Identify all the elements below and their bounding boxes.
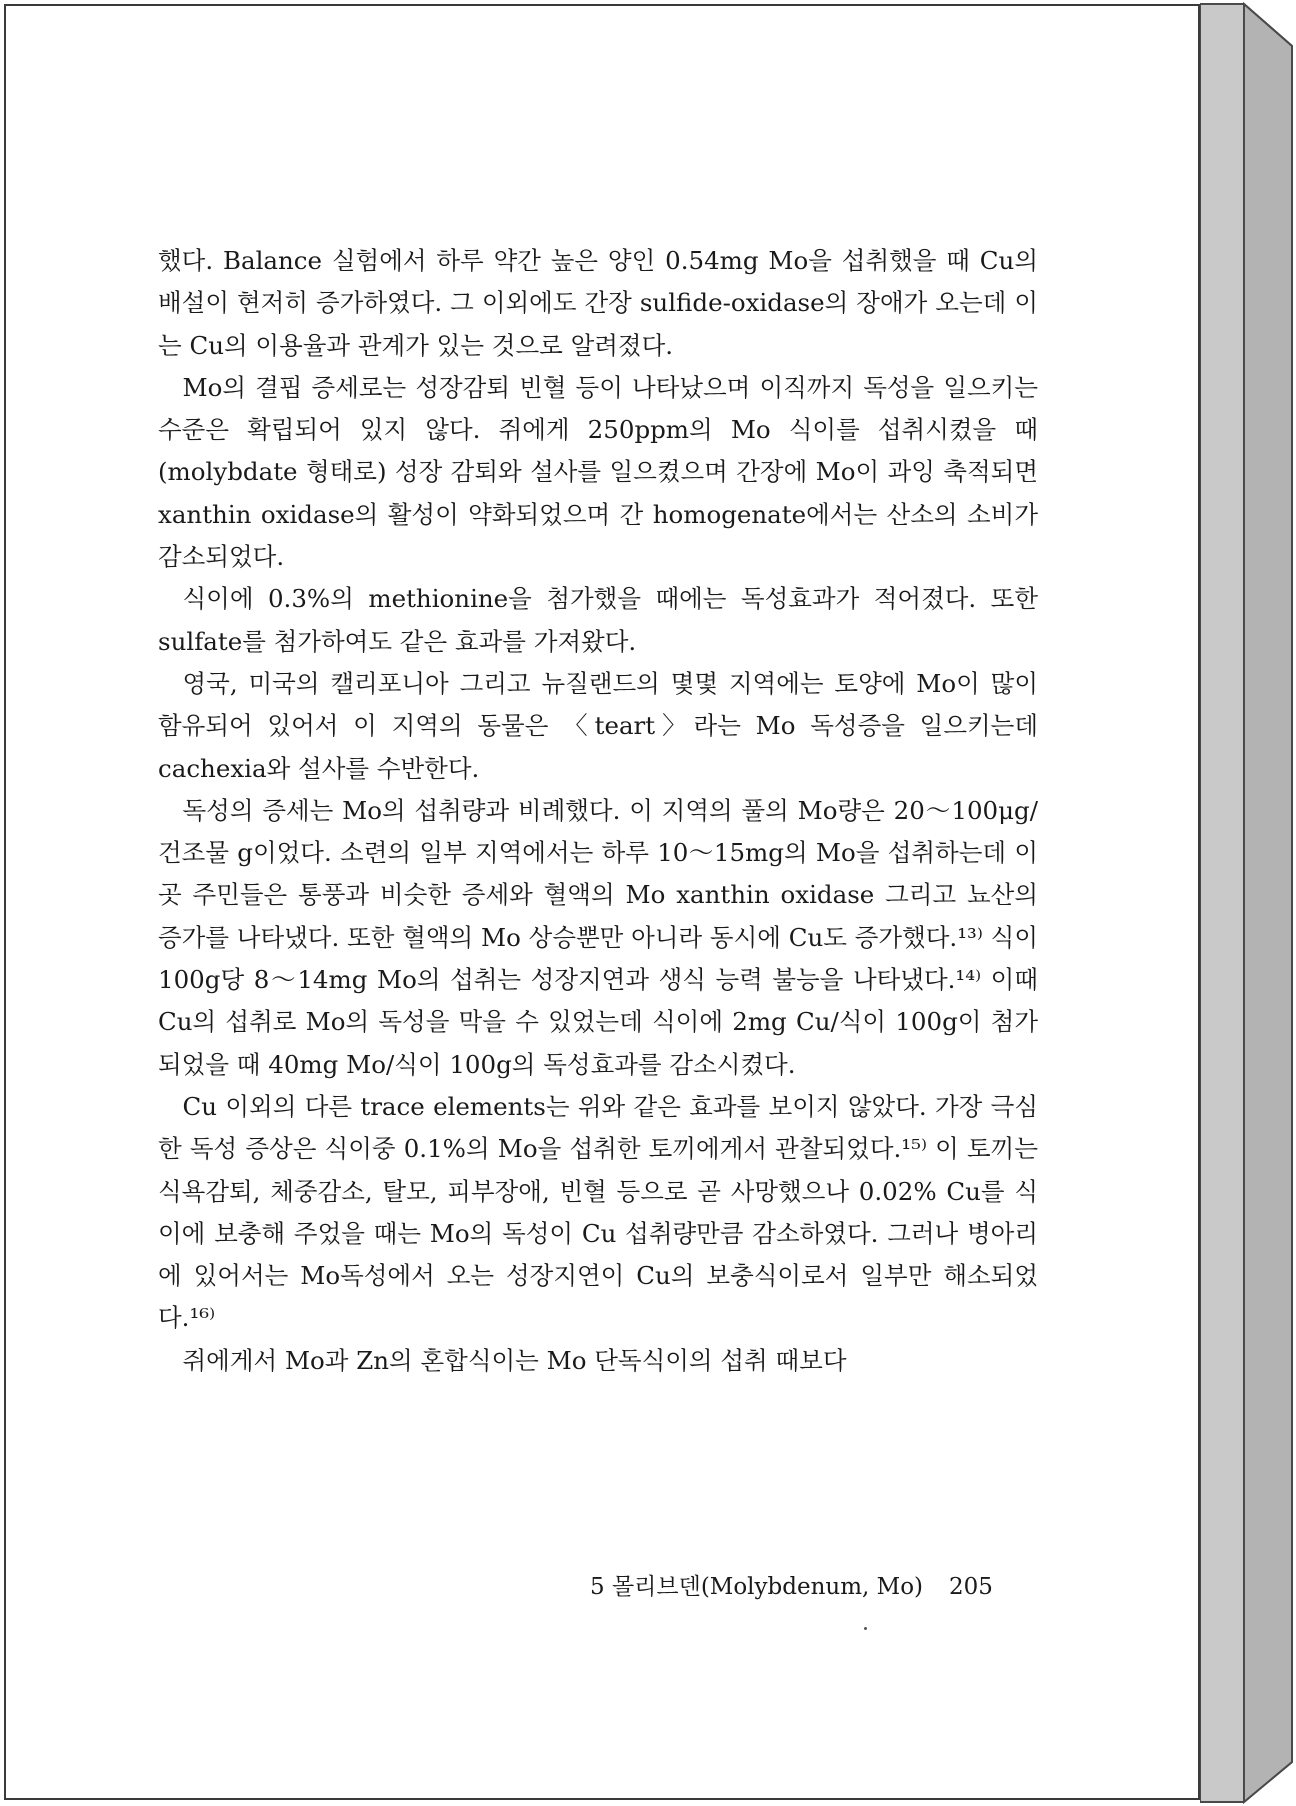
- paragraph: 쥐에게서 Mo과 Zn의 혼합식이는 Mo 단독식이의 섭취 때보다: [182, 1345, 847, 1375]
- paragraph: 영국, 미국의 캘리포니아 그리고 뉴질랜드의 몇몇 지역에는 토양에 Mo이 많이 함유되어 있어서 이 지역의 동물은 〈teart〉라는 Mo 독성증을 일으키는데 cachexia와 설사를 수반한다.: [158, 668, 1038, 783]
- page-number: 205: [949, 1574, 993, 1600]
- paragraph: Cu 이외의 다른 trace elements는 위와 같은 효과를 보이지 않았다. 가장 극심한 독성 증상은 식이중 0.1%의 Mo을 섭취한 토끼에게서 관찰되었다.¹⁵⁾ 이 토끼는 식욕감퇴, 체중감소, 탈모, 피부장애, 빈혈 등으로 곧 사망했으나 0.02% Cu를 식이에 보충해 주었을 때는 Mo의 독성이 Cu 섭취량만큼 감소하였다. 그러나 병아리에 있어서는 Mo독성에서 오는 성장지연이 Cu의 보충식이로서 일부만 해소되었다.¹⁶⁾: [158, 1091, 1038, 1333]
- paragraph: 독성의 증세는 Mo의 섭취량과 비례했다. 이 지역의 풀의 Mo량은 20～100μg/건조물 g이었다. 소련의 일부 지역에서는 하루 10～15mg의 Mo을 섭취하는데 이곳 주민들은 통풍과 비슷한 증세와 혈액의 Mo xanthin oxidase 그리고 뇨산의 증가를 나타냈다. 또한 혈액의 Mo 상승뿐만 아니라 동시에 Cu도 증가했다.¹³⁾ 식이 100g당 8～14mg Mo의 섭취는 성장지연과 생식 능력 불능을 나타냈다.¹⁴⁾ 이때 Cu의 섭취로 Mo의 독성을 막을 수 있었는데 식이에 2mg Cu/식이 100g이 첨가되었을 때 40mg Mo/식이 100g의 독성효과를 감소시켰다.: [158, 795, 1038, 1079]
- body-text: [158, 240, 1038, 1382]
- paragraph: 했다. Balance 실험에서 하루 약간 높은 양인 0.54mg Mo을 섭취했을 때 Cu의 배설이 현저히 증가하였다. 그 이외에도 간장 sulfide-oxidase의 장애가 오는데 이는 Cu의 이용율과 관계가 있는 것으로 알려졌다.: [158, 246, 1038, 360]
- running-footer-chapter: 5 몰리브덴(Molybdenum, Mo): [590, 1574, 924, 1600]
- paragraph: Mo의 결핍 증세로는 성장감퇴 빈혈 등이 나타났으며 이직까지 독성을 일으키는 수준은 확립되어 있지 않다. 쥐에게 250ppm의 Mo 식이를 섭취시켰을 때(molybdate 형태로) 성장 감퇴와 설사를 일으켰으며 간장에 Mo이 과잉 축적되면 xanthin oxidase의 활성이 약화되었으며 간 homogenate에서는 산소의 소비가 감소되었다.: [158, 372, 1038, 572]
- page-footer: [590, 1568, 993, 1601]
- print-speck: [864, 1627, 867, 1630]
- paragraph: 식이에 0.3%의 methionine을 첨가했을 때에는 독성효과가 적어졌다. 또한 sulfate를 첨가하여도 같은 효과를 가져왔다.: [158, 584, 1038, 656]
- page-stack-edge: [1200, 0, 1296, 1806]
